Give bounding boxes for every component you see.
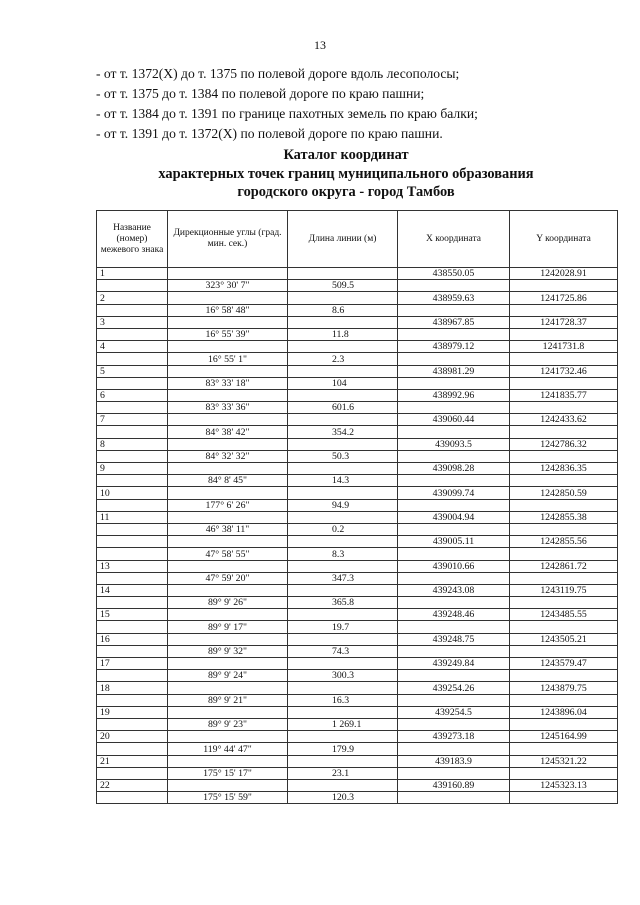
x-coordinate: 439004.94	[398, 511, 510, 523]
empty-cell	[168, 755, 288, 767]
table-row	[97, 438, 618, 450]
table-header-row	[97, 211, 618, 268]
table-row	[97, 694, 618, 706]
empty-cell	[288, 365, 398, 377]
line-length: 1 269.1	[288, 718, 398, 730]
marker-number: 20	[97, 731, 168, 743]
y-coordinate: 1241835.77	[510, 389, 618, 401]
y-coordinate: 1242786.32	[510, 438, 618, 450]
table-body	[97, 268, 618, 804]
direction-angle: 84° 38' 42"	[168, 426, 288, 438]
direction-angle: 119° 44' 47"	[168, 743, 288, 755]
direction-angle: 16° 55' 39"	[168, 328, 288, 340]
table-row	[97, 560, 618, 572]
table-row	[97, 511, 618, 523]
empty-cell	[398, 450, 510, 462]
empty-cell	[97, 328, 168, 340]
header-direction-angle: Дирекционные углы (град. мин. сек.)	[168, 211, 288, 268]
direction-angle: 89° 9' 26"	[168, 597, 288, 609]
empty-cell	[510, 475, 618, 487]
x-coordinate: 439248.75	[398, 633, 510, 645]
x-coordinate: 439254.26	[398, 682, 510, 694]
empty-cell	[510, 548, 618, 560]
marker-number: 22	[97, 779, 168, 791]
x-coordinate: 439249.84	[398, 658, 510, 670]
marker-number: 14	[97, 584, 168, 596]
catalog-title-line-3: городского округа - город Тамбов	[237, 184, 455, 200]
empty-cell	[510, 499, 618, 511]
boundary-segment-3: - от т. 1384 до т. 1391 по границе пахотных земель по краю балки;	[96, 106, 478, 121]
x-coordinate: 439243.08	[398, 584, 510, 596]
line-length: 601.6	[288, 402, 398, 414]
empty-cell	[288, 487, 398, 499]
direction-angle: 83° 33' 36"	[168, 402, 288, 414]
y-coordinate: 1242850.59	[510, 487, 618, 499]
table-row	[97, 499, 618, 511]
empty-cell	[288, 389, 398, 401]
y-coordinate: 1243879.75	[510, 682, 618, 694]
y-coordinate: 1245323.13	[510, 779, 618, 791]
catalog-title-line-1: Каталог координат	[283, 147, 409, 163]
marker-number: 1	[97, 268, 168, 280]
table-row	[97, 377, 618, 389]
empty-cell	[510, 304, 618, 316]
marker-number	[97, 536, 168, 548]
header-y-coordinate: Y координата	[510, 211, 618, 268]
table-row	[97, 670, 618, 682]
empty-cell	[97, 426, 168, 438]
empty-cell	[97, 597, 168, 609]
table-row	[97, 718, 618, 730]
y-coordinate: 1245321.22	[510, 755, 618, 767]
table-row	[97, 536, 618, 548]
empty-cell	[398, 621, 510, 633]
empty-cell	[398, 426, 510, 438]
empty-cell	[97, 377, 168, 389]
y-coordinate: 1243896.04	[510, 706, 618, 718]
empty-cell	[288, 779, 398, 791]
header-x-coordinate: X координата	[398, 211, 510, 268]
direction-angle: 46° 38' 11"	[168, 523, 288, 535]
direction-angle: 84° 8' 45"	[168, 475, 288, 487]
direction-angle: 89° 9' 24"	[168, 670, 288, 682]
empty-cell	[288, 682, 398, 694]
empty-cell	[168, 365, 288, 377]
marker-number: 11	[97, 511, 168, 523]
line-length: 365.8	[288, 597, 398, 609]
line-length: 23.1	[288, 767, 398, 779]
table-row	[97, 767, 618, 779]
empty-cell	[97, 475, 168, 487]
empty-cell	[510, 523, 618, 535]
empty-cell	[398, 645, 510, 657]
table-row	[97, 475, 618, 487]
table-row	[97, 365, 618, 377]
line-length: 347.3	[288, 572, 398, 584]
table-row	[97, 779, 618, 791]
y-coordinate: 1241725.86	[510, 292, 618, 304]
direction-angle: 177° 6' 26"	[168, 499, 288, 511]
empty-cell	[510, 718, 618, 730]
empty-cell	[398, 597, 510, 609]
table-row	[97, 487, 618, 499]
empty-cell	[510, 645, 618, 657]
x-coordinate: 438979.12	[398, 341, 510, 353]
empty-cell	[97, 718, 168, 730]
line-length: 14.3	[288, 475, 398, 487]
y-coordinate: 1242028.91	[510, 268, 618, 280]
header-marker-number: Название (номер) межевого знака	[97, 211, 168, 268]
empty-cell	[398, 475, 510, 487]
table-row	[97, 621, 618, 633]
empty-cell	[97, 450, 168, 462]
table-row	[97, 328, 618, 340]
empty-cell	[288, 609, 398, 621]
empty-cell	[288, 633, 398, 645]
line-length: 0.2	[288, 523, 398, 535]
table-row	[97, 548, 618, 560]
table-row	[97, 292, 618, 304]
empty-cell	[168, 779, 288, 791]
marker-number: 6	[97, 389, 168, 401]
y-coordinate: 1245164.99	[510, 731, 618, 743]
marker-number: 5	[97, 365, 168, 377]
y-coordinate: 1243485.55	[510, 609, 618, 621]
direction-angle: 89° 9' 21"	[168, 694, 288, 706]
empty-cell	[97, 767, 168, 779]
empty-cell	[97, 402, 168, 414]
line-length: 354.2	[288, 426, 398, 438]
empty-cell	[288, 511, 398, 523]
empty-cell	[168, 536, 288, 548]
empty-cell	[168, 658, 288, 670]
table-row	[97, 658, 618, 670]
empty-cell	[288, 731, 398, 743]
direction-angle: 175° 15' 59"	[168, 792, 288, 804]
coordinates-table	[96, 210, 618, 804]
table-row	[97, 743, 618, 755]
x-coordinate: 438959.63	[398, 292, 510, 304]
direction-angle: 89° 9' 32"	[168, 645, 288, 657]
table-row	[97, 609, 618, 621]
empty-cell	[288, 292, 398, 304]
table-row	[97, 597, 618, 609]
x-coordinate: 438981.29	[398, 365, 510, 377]
y-coordinate: 1242836.35	[510, 463, 618, 475]
empty-cell	[398, 548, 510, 560]
boundary-description	[96, 64, 566, 144]
line-length: 104	[288, 377, 398, 389]
marker-number: 10	[97, 487, 168, 499]
marker-number: 15	[97, 609, 168, 621]
x-coordinate: 439160.89	[398, 779, 510, 791]
line-length: 179.9	[288, 743, 398, 755]
catalog-title	[96, 146, 596, 202]
empty-cell	[288, 316, 398, 328]
empty-cell	[168, 609, 288, 621]
line-length: 8.6	[288, 304, 398, 316]
empty-cell	[168, 389, 288, 401]
table-row	[97, 731, 618, 743]
empty-cell	[168, 463, 288, 475]
boundary-segment-4: - от т. 1391 до т. 1372(Х) по полевой дороге по краю пашни.	[96, 126, 443, 141]
empty-cell	[288, 268, 398, 280]
table-row	[97, 402, 618, 414]
y-coordinate: 1242855.56	[510, 536, 618, 548]
empty-cell	[97, 743, 168, 755]
empty-cell	[288, 438, 398, 450]
x-coordinate: 439183.9	[398, 755, 510, 767]
boundary-segment-2: - от т. 1375 до т. 1384 по полевой дороге по краю пашни;	[96, 86, 425, 101]
empty-cell	[168, 268, 288, 280]
empty-cell	[168, 633, 288, 645]
direction-angle: 175° 15' 17"	[168, 767, 288, 779]
x-coordinate: 439248.46	[398, 609, 510, 621]
direction-angle: 16° 58' 48"	[168, 304, 288, 316]
empty-cell	[97, 304, 168, 316]
empty-cell	[398, 353, 510, 365]
empty-cell	[97, 694, 168, 706]
empty-cell	[168, 341, 288, 353]
line-length: 50.3	[288, 450, 398, 462]
table-row	[97, 645, 618, 657]
marker-number: 4	[97, 341, 168, 353]
empty-cell	[288, 658, 398, 670]
empty-cell	[97, 280, 168, 292]
empty-cell	[510, 670, 618, 682]
y-coordinate: 1242861.72	[510, 560, 618, 572]
x-coordinate: 438550.05	[398, 268, 510, 280]
line-length: 94.9	[288, 499, 398, 511]
empty-cell	[398, 280, 510, 292]
empty-cell	[168, 414, 288, 426]
direction-angle: 47° 58' 55"	[168, 548, 288, 560]
empty-cell	[168, 438, 288, 450]
page-number: 13	[314, 38, 326, 52]
empty-cell	[510, 767, 618, 779]
line-length: 509.5	[288, 280, 398, 292]
table-row	[97, 268, 618, 280]
empty-cell	[398, 377, 510, 389]
line-length: 16.3	[288, 694, 398, 706]
line-length: 11.8	[288, 328, 398, 340]
empty-cell	[288, 414, 398, 426]
empty-cell	[510, 450, 618, 462]
marker-number: 13	[97, 560, 168, 572]
line-length: 120.3	[288, 792, 398, 804]
empty-cell	[97, 792, 168, 804]
y-coordinate: 1241732.46	[510, 365, 618, 377]
y-coordinate: 1241731.8	[510, 341, 618, 353]
table-row	[97, 706, 618, 718]
y-coordinate: 1243579.47	[510, 658, 618, 670]
empty-cell	[398, 402, 510, 414]
x-coordinate: 439005.11	[398, 536, 510, 548]
x-coordinate: 439254.5	[398, 706, 510, 718]
direction-angle: 47° 59' 20"	[168, 572, 288, 584]
x-coordinate: 438967.85	[398, 316, 510, 328]
direction-angle: 89° 9' 17"	[168, 621, 288, 633]
direction-angle: 83° 33' 18"	[168, 377, 288, 389]
table-row	[97, 280, 618, 292]
x-coordinate: 439093.5	[398, 438, 510, 450]
empty-cell	[168, 560, 288, 572]
empty-cell	[97, 621, 168, 633]
empty-cell	[398, 694, 510, 706]
empty-cell	[288, 584, 398, 596]
y-coordinate: 1243119.75	[510, 584, 618, 596]
empty-cell	[510, 694, 618, 706]
table-row	[97, 316, 618, 328]
table-row	[97, 463, 618, 475]
table-row	[97, 792, 618, 804]
boundary-segment-1: - от т. 1372(Х) до т. 1375 по полевой дороге вдоль лесополосы;	[96, 66, 460, 81]
empty-cell	[510, 743, 618, 755]
table-row	[97, 682, 618, 694]
empty-cell	[510, 621, 618, 633]
empty-cell	[398, 670, 510, 682]
line-length: 8.3	[288, 548, 398, 560]
marker-number: 3	[97, 316, 168, 328]
x-coordinate: 439273.18	[398, 731, 510, 743]
empty-cell	[97, 499, 168, 511]
empty-cell	[510, 328, 618, 340]
table-row	[97, 353, 618, 365]
marker-number: 17	[97, 658, 168, 670]
table-row	[97, 572, 618, 584]
empty-cell	[288, 341, 398, 353]
table-row	[97, 426, 618, 438]
empty-cell	[288, 560, 398, 572]
marker-number: 9	[97, 463, 168, 475]
table-row	[97, 633, 618, 645]
table-row	[97, 414, 618, 426]
marker-number: 18	[97, 682, 168, 694]
empty-cell	[168, 731, 288, 743]
empty-cell	[510, 792, 618, 804]
empty-cell	[97, 670, 168, 682]
direction-angle: 89° 9' 23"	[168, 718, 288, 730]
x-coordinate: 438992.96	[398, 389, 510, 401]
table-row	[97, 450, 618, 462]
x-coordinate: 439060.44	[398, 414, 510, 426]
marker-number: 7	[97, 414, 168, 426]
empty-cell	[510, 353, 618, 365]
x-coordinate: 439010.66	[398, 560, 510, 572]
marker-number: 21	[97, 755, 168, 767]
marker-number: 2	[97, 292, 168, 304]
empty-cell	[398, 743, 510, 755]
empty-cell	[97, 353, 168, 365]
empty-cell	[288, 706, 398, 718]
empty-cell	[168, 316, 288, 328]
empty-cell	[510, 597, 618, 609]
empty-cell	[510, 426, 618, 438]
direction-angle: 323° 30' 7"	[168, 280, 288, 292]
empty-cell	[97, 523, 168, 535]
y-coordinate: 1243505.21	[510, 633, 618, 645]
empty-cell	[398, 304, 510, 316]
empty-cell	[398, 767, 510, 779]
empty-cell	[510, 280, 618, 292]
empty-cell	[398, 792, 510, 804]
empty-cell	[288, 536, 398, 548]
y-coordinate: 1242855.38	[510, 511, 618, 523]
line-length: 19.7	[288, 621, 398, 633]
empty-cell	[398, 328, 510, 340]
empty-cell	[168, 511, 288, 523]
table-row	[97, 755, 618, 767]
marker-number: 8	[97, 438, 168, 450]
table-row	[97, 584, 618, 596]
empty-cell	[168, 584, 288, 596]
empty-cell	[510, 402, 618, 414]
empty-cell	[168, 487, 288, 499]
empty-cell	[288, 755, 398, 767]
empty-cell	[168, 292, 288, 304]
marker-number: 16	[97, 633, 168, 645]
line-length: 2.3	[288, 353, 398, 365]
catalog-title-line-2: характерных точек границ муниципального образования	[158, 165, 534, 182]
empty-cell	[510, 572, 618, 584]
empty-cell	[510, 377, 618, 389]
line-length: 300.3	[288, 670, 398, 682]
empty-cell	[288, 463, 398, 475]
table-row	[97, 304, 618, 316]
table-row	[97, 523, 618, 535]
direction-angle: 16° 55' 1"	[168, 353, 288, 365]
marker-number: 19	[97, 706, 168, 718]
empty-cell	[97, 645, 168, 657]
empty-cell	[97, 548, 168, 560]
direction-angle: 84° 32' 32"	[168, 450, 288, 462]
empty-cell	[168, 682, 288, 694]
empty-cell	[398, 718, 510, 730]
table-row	[97, 341, 618, 353]
x-coordinate: 439099.74	[398, 487, 510, 499]
header-line-length: Длина линии (м)	[288, 211, 398, 268]
y-coordinate: 1241728.37	[510, 316, 618, 328]
empty-cell	[97, 572, 168, 584]
x-coordinate: 439098.28	[398, 463, 510, 475]
empty-cell	[168, 706, 288, 718]
y-coordinate: 1242433.62	[510, 414, 618, 426]
empty-cell	[398, 523, 510, 535]
line-length: 74.3	[288, 645, 398, 657]
table-row	[97, 389, 618, 401]
empty-cell	[398, 572, 510, 584]
empty-cell	[398, 499, 510, 511]
